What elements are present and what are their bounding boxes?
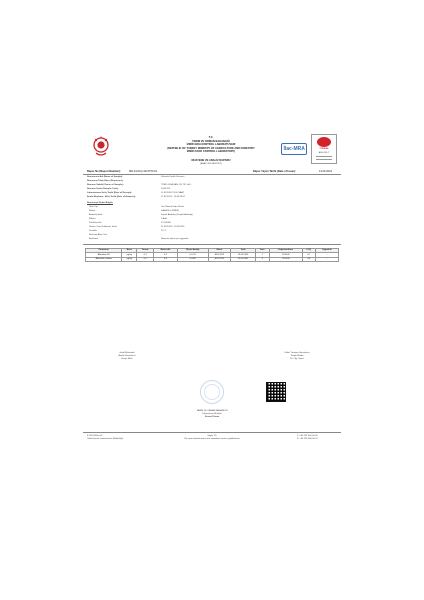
table-cell: 0,1	[302, 253, 315, 257]
signature-left-sub: Analiz Sorumlusu	[118, 355, 136, 357]
detail-label: Üretim / Son Kullanma Tarihi:	[89, 226, 118, 228]
detail-value: Kapalı Ambalaj (Orijinal Ambalaj)	[161, 214, 193, 216]
ilac-mra-text: İlac-MRA	[283, 145, 305, 152]
results-table	[85, 248, 339, 262]
report-title-en: (ANALYSIS REPORT)	[200, 162, 222, 165]
table-header: Birim	[122, 249, 137, 253]
detail-value: -	[161, 234, 162, 236]
table-cell: Aflatoksin B1	[86, 253, 122, 257]
table-cell: 2	[256, 253, 269, 257]
field-value: 11.09.2024 - 13.09.2024	[161, 196, 185, 198]
table-header: Tarih	[231, 249, 256, 253]
signature-left-title: Gıda Mühendisi	[119, 352, 135, 354]
signature-left-name: Kimya Müh.	[121, 358, 133, 360]
detail-label: Ürün Tipi:	[89, 206, 99, 208]
signature-right-title: Kalite Yönetim Sorumlusu	[284, 352, 310, 354]
field-value: 11.09.2024 13:10 SAAT	[161, 192, 185, 194]
field-value: Kakaolu Fındık Kreması	[161, 176, 185, 178]
table-cell: 13.09.2024	[231, 257, 256, 261]
signature-right-name: Dr. Öğr. Üyesi	[290, 358, 304, 360]
table-cell: 0,1	[137, 257, 154, 261]
table-cell: 0,4	[302, 257, 315, 261]
footer-right-2: F: +90 232 000 00 01	[297, 438, 318, 440]
table-header: LOQ	[302, 249, 315, 253]
report-date-label: Rapor Yayım Tarihi (Date of Issue):	[253, 170, 296, 173]
header-republic: (REPUBLIC OF TURKEY MINISTRY OF AGRICULTURE AND FORESTRY	[167, 146, 255, 150]
report-date-value: 13.09.2024	[319, 170, 332, 173]
table-cell: EN 14123	[208, 253, 231, 257]
header-lab-en: İZMİR FOOD CONTROL LABORATORY)	[186, 150, 236, 153]
report-title: MUAYENE VE ANALİZ RAPORU	[191, 159, 231, 162]
field-label: Numune Sahibi (Owner of Sample):	[87, 184, 124, 186]
report-number-label: Rapor No (Report Number):	[87, 170, 121, 173]
detail-value: 1 Adet	[161, 218, 168, 220]
detail-label: Numune Alma Yeri:	[89, 234, 108, 236]
footer-left: F-03-24-Rev.00	[87, 435, 103, 437]
table-header: Ölçüm Aralığı	[177, 249, 208, 253]
turkak-accreditation-badge	[311, 134, 337, 164]
field-value: TÜRK GIDA SAN. VE TİC. A.Ş.	[161, 184, 192, 186]
detail-value: L2 240911	[161, 222, 172, 224]
detail-label: Ambalaj Şekli:	[89, 214, 103, 216]
table-header: Uygunluk	[315, 249, 338, 253]
field-label: Numune Kodu (Sample Code):	[87, 188, 119, 190]
table-cell: 0,1-20	[177, 253, 208, 257]
detail-label: Sıcaklık:	[89, 230, 98, 232]
signature-center-name: Kemal Yılmaz	[204, 416, 220, 418]
table-cell: 0,4-80	[177, 257, 208, 261]
ministry-emblem-icon	[91, 136, 111, 158]
table-row	[86, 257, 339, 261]
detail-value: 20 °C	[161, 230, 167, 232]
table-header: Parametre	[86, 249, 122, 253]
footer-center: Sayfa 1/1	[207, 435, 217, 437]
analysis-report-page	[83, 130, 341, 452]
detail-label: Parti/Seri No:	[89, 222, 103, 224]
table-cell: 13.09.2024	[231, 253, 256, 257]
table-cell: 0,3	[154, 257, 178, 261]
table-cell: UYGUN	[269, 257, 302, 261]
detail-value: Yarı Mamul Gıda Ürünü	[161, 206, 184, 208]
turkak-code: AB-0115-T	[318, 152, 330, 154]
footer-left-2: Gıda Kontrol Laboratuvarı Müdürlüğü	[87, 438, 124, 440]
detail-label: Miktarı:	[89, 218, 97, 220]
table-header: Değerlendirme	[269, 249, 302, 253]
field-label: Laboratuvara Geliş Tarihi (Date of Receipt):	[87, 192, 132, 194]
header-tc: T.C.	[208, 136, 214, 139]
table-cell: -	[315, 257, 338, 261]
table-cell: 4	[256, 257, 269, 261]
table-cell: UYGUN	[269, 253, 302, 257]
table-cell: EN 14123	[208, 257, 231, 261]
footer-right: T: +90 232 000 00 00	[297, 435, 318, 437]
detail-value: KAKAOLU FINDIK	[161, 210, 180, 212]
ilac-mra-logo	[281, 143, 307, 155]
header-lab: İZMİR GIDA KONTROL LABORATUVARI	[186, 143, 236, 146]
field-value: 2024/112	[161, 188, 170, 190]
turkak-logo-icon	[317, 137, 331, 147]
table-cell: -	[315, 253, 338, 257]
detail-label: Marka:	[89, 210, 96, 212]
table-cell: µg/kg	[122, 257, 137, 261]
field-label: Numunenin Adı (Name of Sample):	[87, 176, 123, 178]
qr-code-icon	[266, 382, 286, 402]
table-cell: 0,3	[154, 253, 178, 257]
official-stamp-inner-icon	[204, 384, 220, 400]
signature-center-title: TARIM VE ORMAN BAKANLIĞI	[196, 410, 228, 412]
header-ministry: TARIM VE ORMAN BAKANLIĞI	[192, 139, 230, 143]
table-header: Sınır	[256, 249, 269, 253]
signature-right-sub: Teknik Müdür	[290, 355, 304, 357]
report-number-value: MR-24-01Q-3217576-01	[129, 170, 158, 173]
detail-value: 11.09.2024 / 11.09.2025	[161, 226, 185, 228]
table-header: Metot	[208, 249, 231, 253]
details-heading: Numuneye İlişkin Bilgiler	[87, 202, 114, 204]
footer-center-2: Bu rapor laboratuvarın izni olmadan kısmen çoğaltılamaz	[184, 438, 240, 440]
table-cell: Aflatoksin Toplam	[86, 257, 122, 261]
table-cell: 0,1	[137, 253, 154, 257]
turkak-text: TÜRKAK	[319, 148, 329, 150]
table-header: Sonuç	[137, 249, 154, 253]
detail-value: Numune işlem için uygundur	[161, 238, 189, 240]
signature-center-sub: Laboratuvar Müdürü	[202, 413, 222, 415]
detail-label: Açıklama:	[89, 238, 99, 240]
table-cell: µg/kg	[122, 253, 137, 257]
field-label: Analiz Başlama - Bitiş Tarihi (Date of Analysis):	[87, 196, 136, 198]
table-header: Belirsizlik	[154, 249, 178, 253]
field-label: Numuneyi Talep Eden (Requester):	[87, 180, 124, 182]
